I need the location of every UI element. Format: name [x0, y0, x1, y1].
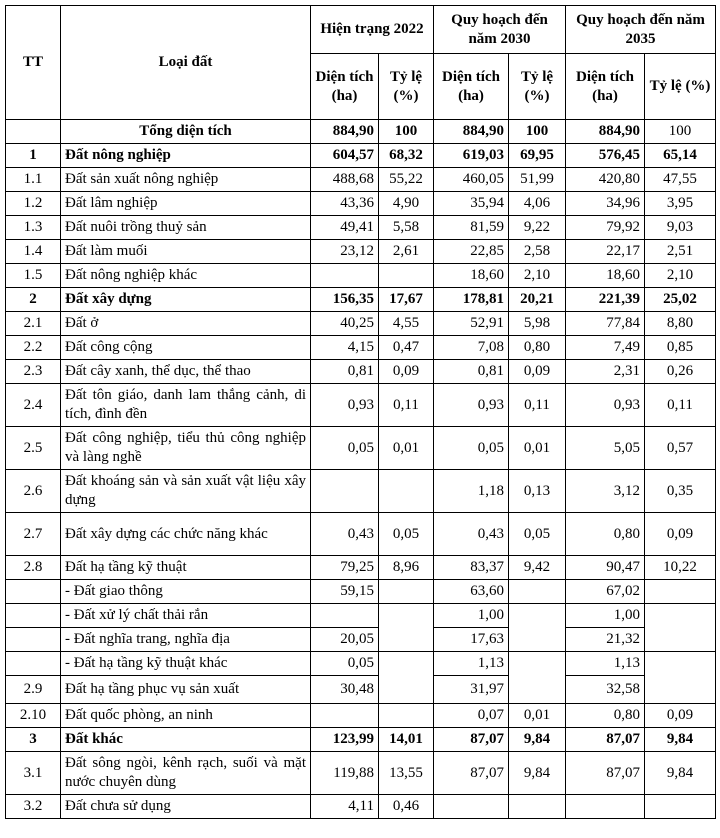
dien-tich-2030-cell: 17,63	[434, 628, 509, 652]
dien-tich-2022-cell: 156,35	[311, 288, 379, 312]
table-body	[6, 120, 716, 819]
group-row	[6, 728, 716, 752]
tt-cell: 1.3	[6, 216, 61, 240]
table-row	[6, 312, 716, 336]
tt-cell: 1.2	[6, 192, 61, 216]
ty-le-2035-cell: 8,80	[645, 312, 716, 336]
tt-cell: 2.9	[6, 676, 61, 704]
land-type-cell: Đất hạ tầng kỹ thuật	[61, 556, 311, 580]
dien-tich-2035-cell: 884,90	[566, 120, 645, 144]
ty-le-2022-cell	[379, 580, 434, 604]
ty-le-2030-cell: 0,01	[509, 704, 566, 728]
ty-le-2035-cell: 0,35	[645, 470, 716, 513]
tt-cell: 1.1	[6, 168, 61, 192]
tt-cell: 2.3	[6, 360, 61, 384]
dien-tich-2022-cell	[311, 704, 379, 728]
land-type-cell: Đất ở	[61, 312, 311, 336]
ty-le-2022-cell: 0,46	[379, 795, 434, 819]
ty-le-2030-cell: 9,22	[509, 216, 566, 240]
tt-cell	[6, 628, 61, 652]
table-row	[6, 264, 716, 288]
tt-cell	[6, 120, 61, 144]
dien-tich-2035-cell: 2,31	[566, 360, 645, 384]
header-loai-dat: Loại đất	[61, 6, 311, 120]
tt-cell	[6, 604, 61, 628]
ty-le-2022-cell	[379, 652, 434, 704]
dien-tich-2022-cell: 40,25	[311, 312, 379, 336]
ty-le-2022-cell: 0,11	[379, 384, 434, 427]
ty-le-2022-cell	[379, 470, 434, 513]
land-type-cell: Đất sông ngòi, kênh rạch, suối và mặt nước chuyên dùng	[61, 752, 311, 795]
ty-le-2022-cell: 17,67	[379, 288, 434, 312]
dien-tich-2035-cell: 67,02	[566, 580, 645, 604]
dien-tich-2022-cell	[311, 264, 379, 288]
dien-tich-2022-cell: 79,25	[311, 556, 379, 580]
tt-cell	[6, 652, 61, 676]
ty-le-2030-cell: 4,06	[509, 192, 566, 216]
dien-tich-2030-cell: 0,81	[434, 360, 509, 384]
ty-le-2035-cell: 25,02	[645, 288, 716, 312]
tt-cell: 2.1	[6, 312, 61, 336]
land-type-cell: - Đất hạ tầng kỹ thuật khác	[61, 652, 311, 676]
land-type-cell: Đất xây dựng	[61, 288, 311, 312]
ty-le-2030-cell: 0,80	[509, 336, 566, 360]
ty-le-2022-cell: 68,32	[379, 144, 434, 168]
tt-cell	[6, 580, 61, 604]
land-type-cell: Tổng diện tích	[61, 120, 311, 144]
ty-le-2030-cell: 0,11	[509, 384, 566, 427]
dien-tich-2022-cell: 43,36	[311, 192, 379, 216]
dien-tich-2030-cell: 35,94	[434, 192, 509, 216]
ty-le-2022-cell: 0,47	[379, 336, 434, 360]
dien-tich-2030-cell: 1,13	[434, 652, 509, 676]
land-type-cell: Đất khoáng sản và sản xuất vật liệu xây dựng	[61, 470, 311, 513]
dien-tich-2022-cell: 0,43	[311, 513, 379, 556]
table-row	[6, 336, 716, 360]
ty-le-2035-cell	[645, 652, 716, 704]
table-row	[6, 240, 716, 264]
ty-le-2022-cell: 14,01	[379, 728, 434, 752]
ty-le-2030-cell: 9,84	[509, 728, 566, 752]
tt-cell: 2.6	[6, 470, 61, 513]
header-ty-le: Tỷ lệ (%)	[509, 54, 566, 120]
header-dien-tich: Diện tích (ha)	[311, 54, 379, 120]
table-row	[6, 216, 716, 240]
land-use-table	[5, 5, 716, 819]
dien-tich-2035-cell: 77,84	[566, 312, 645, 336]
header-hien-trang: Hiện trạng 2022	[311, 6, 434, 54]
ty-le-2022-cell: 2,61	[379, 240, 434, 264]
dien-tich-2022-cell: 59,15	[311, 580, 379, 604]
land-type-cell: Đất hạ tầng phục vụ sản xuất	[61, 676, 311, 704]
ty-le-2030-cell: 0,05	[509, 513, 566, 556]
dien-tich-2030-cell: 18,60	[434, 264, 509, 288]
table-row	[6, 360, 716, 384]
dien-tich-2030-cell: 87,07	[434, 728, 509, 752]
dien-tich-2035-cell: 0,93	[566, 384, 645, 427]
dien-tich-2022-cell: 20,05	[311, 628, 379, 652]
header-qh-2030: Quy hoạch đến năm 2030	[434, 6, 566, 54]
dien-tich-2030-cell: 52,91	[434, 312, 509, 336]
land-type-cell: Đất công nghiệp, tiểu thủ công nghiệp và làng nghề	[61, 427, 311, 470]
tt-cell: 2.8	[6, 556, 61, 580]
table-row	[6, 795, 716, 819]
ty-le-2035-cell: 0,57	[645, 427, 716, 470]
dien-tich-2035-cell: 34,96	[566, 192, 645, 216]
dien-tich-2035-cell: 79,92	[566, 216, 645, 240]
total-row	[6, 120, 716, 144]
ty-le-2035-cell: 0,11	[645, 384, 716, 427]
ty-le-2022-cell: 100	[379, 120, 434, 144]
land-type-cell: - Đất giao thông	[61, 580, 311, 604]
ty-le-2022-cell	[379, 704, 434, 728]
land-type-cell: Đất nông nghiệp	[61, 144, 311, 168]
dien-tich-2035-cell: 0,80	[566, 704, 645, 728]
dien-tich-2030-cell: 1,18	[434, 470, 509, 513]
dien-tich-2022-cell	[311, 604, 379, 628]
ty-le-2030-cell: 100	[509, 120, 566, 144]
ty-le-2030-cell: 9,42	[509, 556, 566, 580]
dien-tich-2035-cell: 5,05	[566, 427, 645, 470]
ty-le-2022-cell: 4,90	[379, 192, 434, 216]
ty-le-2035-cell: 10,22	[645, 556, 716, 580]
ty-le-2035-cell: 100	[645, 120, 716, 144]
table-row	[6, 384, 716, 427]
dien-tich-2035-cell: 18,60	[566, 264, 645, 288]
group-row	[6, 144, 716, 168]
dien-tich-2030-cell: 884,90	[434, 120, 509, 144]
table-row	[6, 168, 716, 192]
land-type-cell: Đất tôn giáo, danh lam thắng cảnh, di tích, đình đền	[61, 384, 311, 427]
dien-tich-2022-cell: 0,05	[311, 652, 379, 676]
ty-le-2022-cell: 55,22	[379, 168, 434, 192]
tt-cell: 3	[6, 728, 61, 752]
table-row	[6, 628, 716, 652]
dien-tich-2030-cell: 81,59	[434, 216, 509, 240]
tt-cell: 2	[6, 288, 61, 312]
dien-tich-2030-cell: 460,05	[434, 168, 509, 192]
dien-tich-2022-cell: 0,93	[311, 384, 379, 427]
dien-tich-2030-cell: 0,05	[434, 427, 509, 470]
dien-tich-2022-cell: 119,88	[311, 752, 379, 795]
ty-le-2035-cell: 2,10	[645, 264, 716, 288]
land-type-cell: - Đất xử lý chất thải rắn	[61, 604, 311, 628]
dien-tich-2035-cell: 32,58	[566, 676, 645, 704]
ty-le-2030-cell: 0,09	[509, 360, 566, 384]
ty-le-2030-cell: 0,13	[509, 470, 566, 513]
tt-cell: 1.4	[6, 240, 61, 264]
dien-tich-2035-cell: 1,00	[566, 604, 645, 628]
ty-le-2030-cell: 2,58	[509, 240, 566, 264]
land-type-cell: Đất khác	[61, 728, 311, 752]
tt-cell: 2.7	[6, 513, 61, 556]
tt-cell: 1	[6, 144, 61, 168]
dien-tich-2030-cell: 83,37	[434, 556, 509, 580]
table-row	[6, 752, 716, 795]
table-row	[6, 604, 716, 628]
dien-tich-2022-cell: 488,68	[311, 168, 379, 192]
dien-tich-2030-cell: 63,60	[434, 580, 509, 604]
tt-cell: 2.4	[6, 384, 61, 427]
ty-le-2035-cell: 3,95	[645, 192, 716, 216]
ty-le-2030-cell	[509, 652, 566, 704]
dien-tich-2022-cell	[311, 470, 379, 513]
header-qh-2035: Quy hoạch đến năm 2035	[566, 6, 716, 54]
ty-le-2030-cell: 20,21	[509, 288, 566, 312]
dien-tich-2035-cell: 0,80	[566, 513, 645, 556]
ty-le-2035-cell: 9,84	[645, 752, 716, 795]
ty-le-2035-cell	[645, 795, 716, 819]
land-type-cell: Đất quốc phòng, an ninh	[61, 704, 311, 728]
table-row	[6, 704, 716, 728]
table-row	[6, 652, 716, 676]
ty-le-2022-cell: 5,58	[379, 216, 434, 240]
ty-le-2030-cell	[509, 604, 566, 652]
dien-tich-2035-cell: 3,12	[566, 470, 645, 513]
ty-le-2022-cell: 4,55	[379, 312, 434, 336]
dien-tich-2035-cell: 221,39	[566, 288, 645, 312]
dien-tich-2035-cell: 420,80	[566, 168, 645, 192]
ty-le-2035-cell	[645, 580, 716, 604]
land-type-cell: Đất sản xuất nông nghiệp	[61, 168, 311, 192]
dien-tich-2035-cell: 87,07	[566, 752, 645, 795]
tt-cell: 2.10	[6, 704, 61, 728]
ty-le-2030-cell	[509, 795, 566, 819]
ty-le-2022-cell: 0,05	[379, 513, 434, 556]
land-type-cell: Đất làm muối	[61, 240, 311, 264]
dien-tich-2030-cell: 22,85	[434, 240, 509, 264]
table-row	[6, 427, 716, 470]
table-row	[6, 192, 716, 216]
land-type-cell: Đất lâm nghiệp	[61, 192, 311, 216]
ty-le-2022-cell: 8,96	[379, 556, 434, 580]
dien-tich-2035-cell	[566, 795, 645, 819]
ty-le-2035-cell: 65,14	[645, 144, 716, 168]
dien-tich-2022-cell: 30,48	[311, 676, 379, 704]
ty-le-2030-cell: 51,99	[509, 168, 566, 192]
ty-le-2022-cell: 0,01	[379, 427, 434, 470]
ty-le-2022-cell	[379, 604, 434, 652]
ty-le-2035-cell	[645, 604, 716, 652]
land-type-cell: - Đất nghĩa trang, nghĩa địa	[61, 628, 311, 652]
tt-cell: 2.5	[6, 427, 61, 470]
land-type-cell: Đất công cộng	[61, 336, 311, 360]
ty-le-2035-cell: 9,84	[645, 728, 716, 752]
ty-le-2035-cell: 0,09	[645, 513, 716, 556]
group-row	[6, 288, 716, 312]
land-type-cell: Đất chưa sử dụng	[61, 795, 311, 819]
dien-tich-2022-cell: 4,11	[311, 795, 379, 819]
header-dien-tich: Diện tích (ha)	[566, 54, 645, 120]
header-ty-le: Tỷ lệ (%)	[379, 54, 434, 120]
ty-le-2035-cell: 9,03	[645, 216, 716, 240]
tt-cell: 2.2	[6, 336, 61, 360]
ty-le-2035-cell: 0,26	[645, 360, 716, 384]
tt-cell: 3.2	[6, 795, 61, 819]
dien-tich-2035-cell: 7,49	[566, 336, 645, 360]
dien-tich-2035-cell: 576,45	[566, 144, 645, 168]
header-dien-tich: Diện tích (ha)	[434, 54, 509, 120]
ty-le-2035-cell: 2,51	[645, 240, 716, 264]
table-row	[6, 470, 716, 513]
dien-tich-2030-cell: 0,43	[434, 513, 509, 556]
ty-le-2030-cell: 0,01	[509, 427, 566, 470]
dien-tich-2022-cell: 49,41	[311, 216, 379, 240]
tt-cell: 1.5	[6, 264, 61, 288]
dien-tich-2030-cell: 1,00	[434, 604, 509, 628]
table-row	[6, 580, 716, 604]
ty-le-2030-cell: 5,98	[509, 312, 566, 336]
land-type-cell: Đất nuôi trồng thuỷ sản	[61, 216, 311, 240]
dien-tich-2022-cell: 4,15	[311, 336, 379, 360]
dien-tich-2030-cell: 0,07	[434, 704, 509, 728]
ty-le-2035-cell: 47,55	[645, 168, 716, 192]
ty-le-2030-cell: 9,84	[509, 752, 566, 795]
dien-tich-2022-cell: 0,81	[311, 360, 379, 384]
dien-tich-2030-cell: 31,97	[434, 676, 509, 704]
dien-tich-2030-cell: 178,81	[434, 288, 509, 312]
land-type-cell: Đất cây xanh, thể dục, thể thao	[61, 360, 311, 384]
dien-tich-2022-cell: 884,90	[311, 120, 379, 144]
tt-cell: 3.1	[6, 752, 61, 795]
ty-le-2030-cell: 2,10	[509, 264, 566, 288]
ty-le-2022-cell: 0,09	[379, 360, 434, 384]
table-row	[6, 676, 716, 704]
header-ty-le: Tỷ lệ (%)	[645, 54, 716, 120]
dien-tich-2035-cell: 22,17	[566, 240, 645, 264]
header-tt: TT	[6, 6, 61, 120]
land-type-cell: Đất nông nghiệp khác	[61, 264, 311, 288]
dien-tich-2035-cell: 87,07	[566, 728, 645, 752]
table-row	[6, 513, 716, 556]
table-row	[6, 556, 716, 580]
ty-le-2022-cell	[379, 264, 434, 288]
dien-tich-2035-cell: 1,13	[566, 652, 645, 676]
dien-tich-2035-cell: 90,47	[566, 556, 645, 580]
ty-le-2022-cell: 13,55	[379, 752, 434, 795]
dien-tich-2030-cell: 7,08	[434, 336, 509, 360]
dien-tich-2030-cell: 619,03	[434, 144, 509, 168]
dien-tich-2035-cell: 21,32	[566, 628, 645, 652]
ty-le-2035-cell: 0,85	[645, 336, 716, 360]
dien-tich-2030-cell	[434, 795, 509, 819]
dien-tich-2030-cell: 87,07	[434, 752, 509, 795]
dien-tich-2022-cell: 123,99	[311, 728, 379, 752]
land-type-cell: Đất xây dựng các chức năng khác	[61, 513, 311, 556]
ty-le-2030-cell: 69,95	[509, 144, 566, 168]
dien-tich-2030-cell: 0,93	[434, 384, 509, 427]
ty-le-2035-cell: 0,09	[645, 704, 716, 728]
dien-tich-2022-cell: 23,12	[311, 240, 379, 264]
ty-le-2030-cell	[509, 580, 566, 604]
dien-tich-2022-cell: 0,05	[311, 427, 379, 470]
dien-tich-2022-cell: 604,57	[311, 144, 379, 168]
